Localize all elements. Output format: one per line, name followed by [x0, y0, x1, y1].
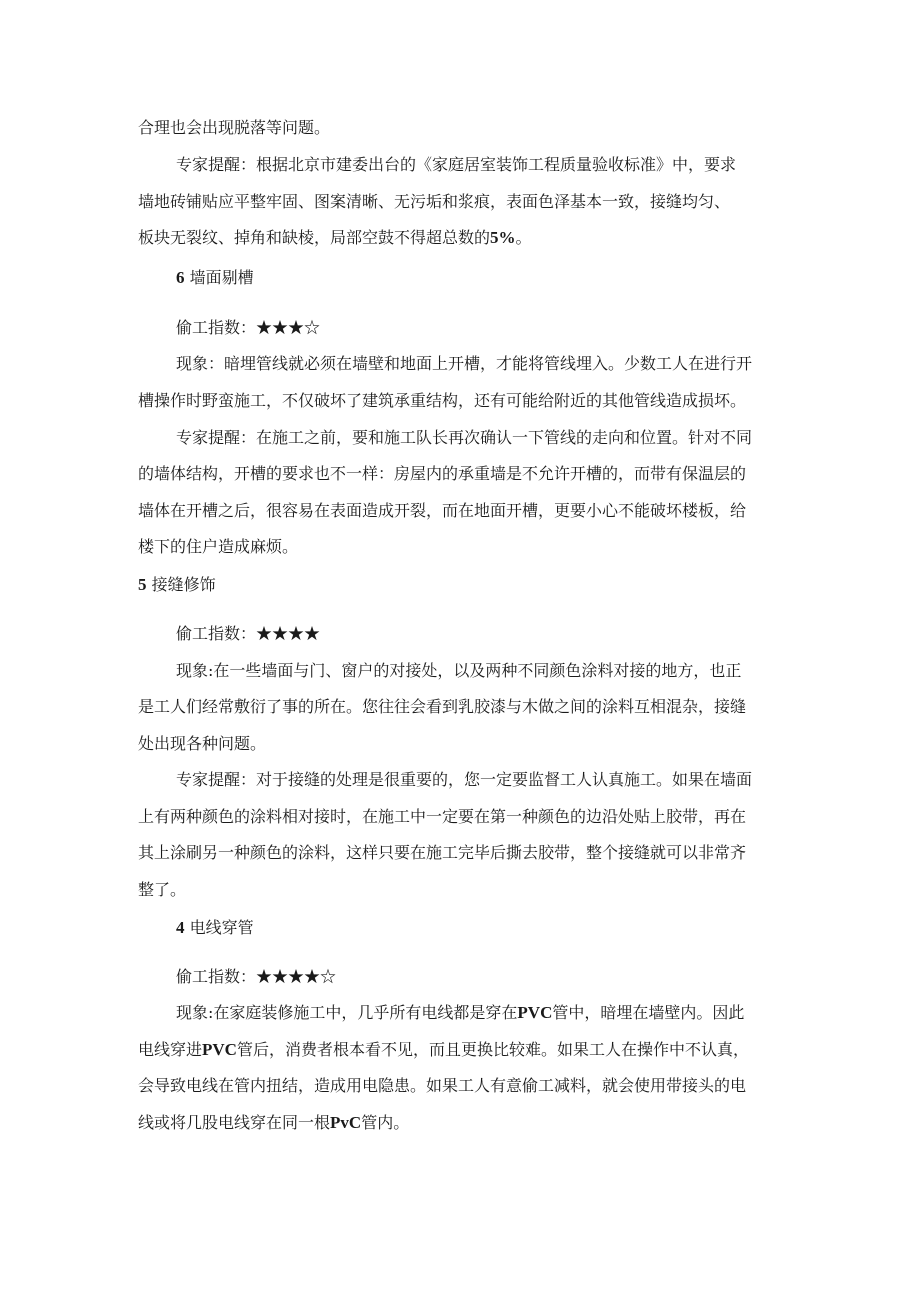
section-heading: 6 墙面剔槽: [176, 268, 254, 287]
document-page: 合理也会出现脱落等问题。 专家提醒：根据北京市建委出台的《家庭居室装饰工程质量验收标准》中，要求 墙地砖铺贴应平整牢固、图案清晰、无污垢和浆痕，表面色泽基本一致，接缝均匀、 板块无裂纹、掉角和缺棱，局部空鼓不得超总数的5%。 6 墙面剔槽 偷工指数：★★★☆ 现象：暗埋管线就必须在墙壁和地面上开槽，才能将管线埋入。少数工人在进行开 槽操作时野蛮施工，不仅破坏了建筑承重结构，还有可能给附近的其他管线造成损坏。 专家提醒：在施工之前，要和施工队长再次确认一下管线的走向和位置。针对不同 的墙体结构，开槽的要求也不一样：房屋内的承重墙是不允许开槽的，而带有保温层的 墙体在开槽之后，很容易在表面造成开裂，而在地面开槽，更要小心不能破坏楼板，给 楼下的住户造成麻烦。 5 接缝修饰 偷工指数：★★★★ 现象:在一些墙面与门、窗户的对接处，以及两种不同颜色涂料对接的地方，也正 是工人们经常敷衍了事的所在。您往往会看到乳胶漆与木做之间的涂料互相混杂，接缝 处出现各种问题。 专家提醒：对于接缝的处理是很重要的，您一定要监督工人认真施工。如果在墙面 上有两种颜色的涂料相对接时，在施工中一定要在第一种颜色的边沿处贴上胶带，再在 其上涂刷另一种颜色的涂料，这样只要在施工完毕后撕去胶带，整个接缝就可以非常齐 整了。 4 电线穿管 偷工指数：★★★★☆ 现象:在家庭装修施工中，几乎所有电线都是穿在PVC管中，暗埋在墙壁内。因此 电线穿进PVC管后，消费者根本看不见，而且更换比较难。如果工人在操作中不认真， 会导致电线在管内扭结，造成用电隐患。如果工人有意偷工减料，就会使用带接头的电 线或将几股电线穿在同一根PvC管内。: [138, 118, 753, 1132]
section-heading: 5 接缝修饰: [138, 575, 216, 594]
rating: 偷工指数：★★★☆: [176, 318, 321, 337]
section-heading: 4 电线穿管: [176, 918, 254, 937]
rating: 偷工指数：★★★★☆: [176, 967, 337, 986]
rating: 偷工指数：★★★★: [176, 624, 321, 643]
paragraph-intro: 合理也会出现脱落等问题。: [138, 118, 331, 137]
